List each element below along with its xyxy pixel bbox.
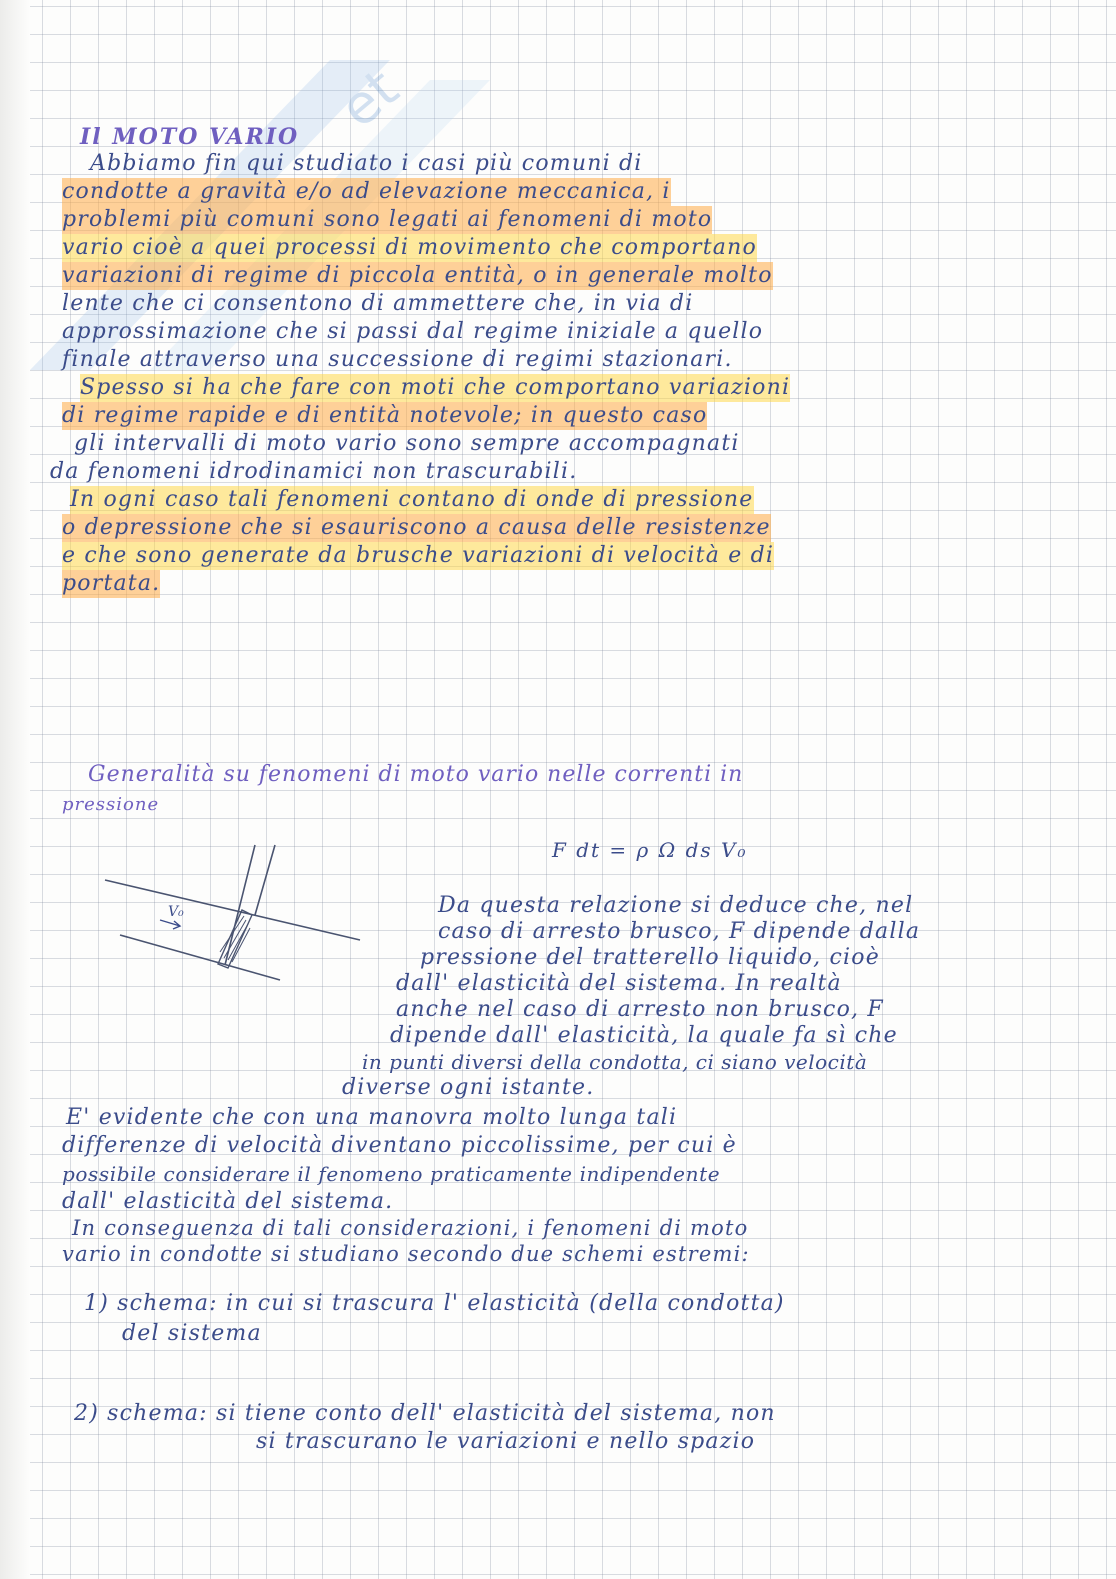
text-line: diverse ogni istante. xyxy=(342,1075,595,1100)
text-line: e che sono generate da brusche variazioni di velocità e di xyxy=(62,543,775,568)
text-line: vario cioè a quei processi di movimento che comportano xyxy=(62,235,757,260)
text-line: In conseguenza di tali considerazioni, i fenomeni di moto xyxy=(72,1216,749,1240)
section-heading-line: Generalità su fenomeni di moto vario nelle correnti in xyxy=(88,762,744,787)
text-line: E' evidente che con una manovra molto lunga tali xyxy=(66,1105,678,1130)
text-line: dall' elasticità del sistema. In realtà xyxy=(396,971,842,996)
text-line: Da questa relazione si deduce che, nel xyxy=(438,893,914,918)
text-line: In ogni caso tali fenomeni contano di onde di pressione xyxy=(70,487,754,512)
text-line: portata. xyxy=(62,571,161,596)
text-line: problemi più comuni sono legati ai fenomeni di moto xyxy=(62,207,713,232)
text-line: caso di arresto brusco, F dipende dalla xyxy=(438,919,921,944)
scheme-item-2-cont: si trascurano le variazioni e nello spazio xyxy=(256,1429,756,1454)
text-line: vario in condotte si studiano secondo due schemi estremi: xyxy=(62,1242,750,1266)
text-line: da fenomeni idrodinamici non trascurabili. xyxy=(50,459,578,484)
text-line: anche nel caso di arresto non brusco, F xyxy=(396,997,884,1022)
text-line: dipende dall' elasticità, la quale fa sì che xyxy=(390,1023,898,1048)
text-line: condotte a gravità e/o ad elevazione meccanica, i xyxy=(62,179,671,204)
scheme-item-2: 2) schema: si tiene conto dell' elasticità del sistema, non xyxy=(74,1401,776,1426)
page-title: Il MOTO VARIO xyxy=(80,124,300,150)
scheme-item-1: 1) schema: in cui si trascura l' elasticità (della condotta) xyxy=(84,1291,785,1316)
text-line: variazioni di regime di piccola entità, o in generale molto xyxy=(62,263,773,288)
pipe-diagram xyxy=(100,840,370,990)
velocity-label: V₀ xyxy=(168,904,184,920)
text-line: Spesso si ha che fare con moti che comportano variazioni xyxy=(80,375,791,400)
svg-text:et: et xyxy=(327,56,411,140)
text-line: gli intervalli di moto vario sono sempre accompagnati xyxy=(74,431,740,456)
text-line: dall' elasticità del sistema. xyxy=(62,1189,394,1214)
text-line: Abbiamo fin qui studiato i casi più comuni di xyxy=(90,151,643,176)
text-line: di regime rapide e di entità notevole; in questo caso xyxy=(62,403,708,428)
page-left-shadow xyxy=(0,0,30,1579)
section-line xyxy=(255,845,275,915)
pipe-wall-lower xyxy=(120,935,280,980)
text-line: lente che ci consentono di ammettere che, in via di xyxy=(62,291,694,316)
formula: F dt = ρ Ω ds V₀ xyxy=(552,838,748,862)
text-line: pressione del tratterello liquido, cioè xyxy=(420,945,880,970)
text-line: o depressione che si esauriscono a causa delle resistenze xyxy=(62,515,771,540)
section-heading xyxy=(62,760,744,820)
text-line: finale attraverso una successione di regimi stazionari. xyxy=(62,347,733,372)
text-line: possibile considerare il fenomeno praticamente indipendente xyxy=(62,1162,721,1186)
section-heading-line: pressione xyxy=(62,794,160,815)
scheme-item-1-cont: del sistema xyxy=(122,1321,262,1346)
text-line: approssimazione che si passi dal regime iniziale a quello xyxy=(62,319,764,344)
text-line: in punti diversi della condotta, ci siano velocità xyxy=(362,1050,868,1074)
text-line: differenze di velocità diventano piccolissime, per cui è xyxy=(62,1133,737,1158)
